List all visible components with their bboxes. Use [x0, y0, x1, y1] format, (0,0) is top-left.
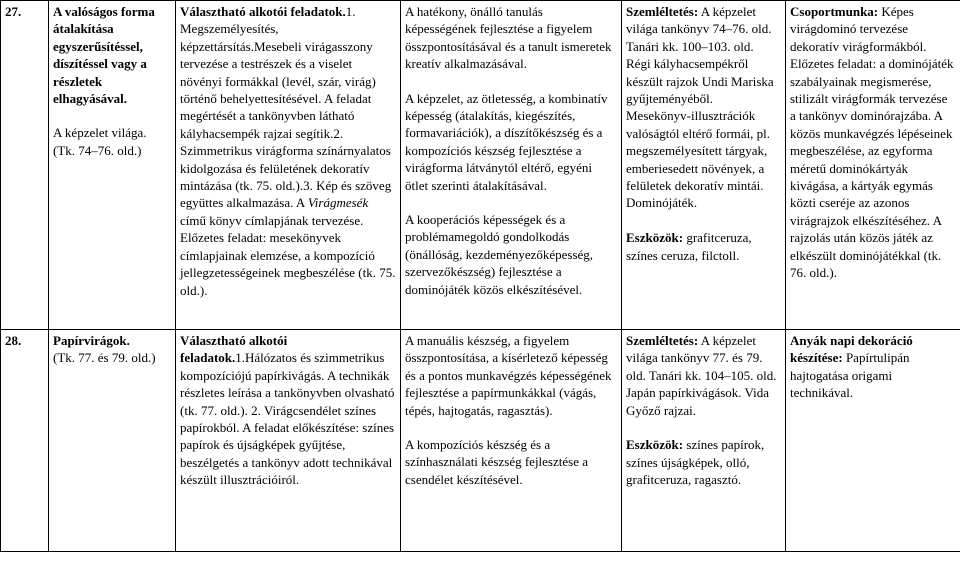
- skills-text: [405, 332, 617, 488]
- skills-cell: [401, 330, 622, 552]
- activities-cell: [176, 1, 401, 330]
- text-run: című könyv címlapjának tervezése. Előzetes feladat: mesekönyvek címlapjainak elemzése, a kompozíció jellegzetességeinek megbeszélése (tk. 75. old.).: [180, 212, 396, 298]
- work-form-text: [790, 332, 956, 402]
- table-row: [1, 330, 960, 552]
- activities-text: [180, 3, 396, 299]
- text-run: 1.Hálózatos és szimmetrikus kompozíciójú papírkivágás. A technikák részletes leírása a tankönyvben olvasható (tk. 77. old.). 2. Virágcsendélet színes papírokból. A feladat előkészítése: színes papírok és újságképek gyűjtése, beszélgetés a tankönyv adott technikával készült illusztrációiról.: [180, 350, 395, 488]
- aids-text: [626, 3, 781, 264]
- text-run: Képes virágdominó tervezése dekoratív virágformákból. Előzetes feladat: a dominójáték szabályainak megismerése, stilizált virágformák tervezése a tankönyv dominórajzába. A közös munkavégzés lépéseinek megbeszélése, az egyforma méretű dominókártyák kivágása, a kártyák egymás közti cseréje az azonos virágrajzok elkészítéséhez. A rajzolás után közös játék az elkészült dominójátékkal (tk. 76. old.).: [790, 4, 954, 281]
- table-row: [1, 1, 960, 330]
- text-run: A feladat megértését a tankönyvben látható kályhacsempék rajzai segítik.: [180, 91, 372, 141]
- skills-cell: [401, 1, 622, 330]
- topic-cell: [49, 330, 176, 552]
- text-run: A: [293, 195, 308, 211]
- work-form-text: [790, 3, 956, 282]
- text-run: Csoportmunka:: [790, 4, 879, 19]
- activities-cell: [176, 330, 401, 552]
- aids-cell: [622, 1, 786, 330]
- skills-text: [405, 3, 617, 298]
- text-run: 3. Kép és szöveg együttes alkalmazása.: [180, 178, 392, 211]
- text-run: Választható alkotói feladatok.: [180, 4, 346, 19]
- text-run: Papírtulipán hajtogatása origami technikával.: [790, 350, 910, 401]
- text-run: Anyák napi dekoráció készítése:: [790, 333, 913, 366]
- work-form-cell: [786, 1, 960, 330]
- lesson-number-cell: [1, 330, 49, 552]
- text-run: A hatékony, önálló tanulás képességének fejlesztése a figyelem összpontosításával és a tanult ismeretek kreatív alkalmazásával.: [405, 4, 612, 72]
- text-run: A képzelet, az ötletesség, a kombinatív képesség (átalakítás, kiegészítés, formavariációk), a díszítőkészség és a kompozíciós készség fejlesztése a virágforma látványtól eltérő, egyéni ötlet szerinti átalakításával.: [405, 90, 608, 193]
- topic-title: Papírvirágok.: [53, 333, 130, 348]
- text-run: Szemléltetés:: [626, 333, 699, 348]
- text-run: 1. Megszemélyesítés, képzettársítás.: [180, 4, 356, 54]
- text-run: Eszközök:: [626, 230, 684, 246]
- text-run: színes papírok, színes újságképek, olló, grafitceruza, ragasztó.: [626, 437, 765, 488]
- activities-text: [180, 332, 396, 489]
- lesson-number-cell: [1, 1, 49, 330]
- lesson-number: 28.: [5, 333, 22, 348]
- text-run: Eszközök:: [626, 437, 684, 453]
- text-run: A kompozíciós készség és a színhasználati készség fejlesztése a csendélet készítésével.: [405, 437, 588, 487]
- work-form-cell: [786, 330, 960, 552]
- topic-source: (Tk. 77. és 79. old.): [53, 350, 156, 366]
- text-run: Virágmesék: [307, 195, 369, 211]
- lesson-number: 27.: [5, 4, 22, 19]
- text-run: grafitceruza, színes ceruza, filctoll.: [626, 230, 752, 263]
- text-run: A manuális készség, a figyelem összpontosítása, a kísérletező képesség és a pontos munkavégzés képességének fejlesztése a papírmunkákkal (vágás, tépés, hajtogatás, ragasztás).: [405, 333, 612, 418]
- text-run: Választható alkotói feladatok.: [180, 333, 288, 366]
- aids-cell: [622, 330, 786, 552]
- text-run: A képzelet világa tankönyv 74–76. old. Tanári kk. 100–103. old. Régi kályhacsempékről készült rajzok Undi Mariska gyűjteményéből. Mesekönyv-illusztrációk valóságtól eltérő formái, pl. megszemélyesített tárgyak, emberiesedett növények, a felületek dekoratív mintái. Dominójáték.: [626, 4, 774, 211]
- text-run: Mesebeli virágasszony tervezése a testrészek és a viselet növényi formákkal (levél, szár, virág) történő behelyettesítésével.: [180, 38, 376, 107]
- text-run: Szemléltetés:: [626, 4, 699, 19]
- text-run: A kooperációs képességek és a problémamegoldó gondolkodás (önállóság, kezdeményezőképesség, szervezőkészség) fejlesztése a dominójáték közös elkészítésével.: [405, 212, 594, 297]
- text-run: 2. Szimmetrikus virágforma színárnyalatos kidolgozása és felületének dekoratív mintázása (tk. 75. old.).: [180, 125, 391, 194]
- topic-source: A képzelet világa. (Tk. 74–76. old.): [53, 125, 147, 158]
- text-run: A képzelet világa tankönyv 77. és 79. old. Tanári kk. 104–105. old. Japán papírkivágások. Vida Győző rajzai.: [626, 333, 777, 418]
- topic-title: A valóságos forma átalakítása egyszerűsítéssel, díszítéssel vagy a részletek elhagyásával.: [53, 4, 155, 107]
- topic-cell: [49, 1, 176, 330]
- aids-text: [626, 332, 781, 489]
